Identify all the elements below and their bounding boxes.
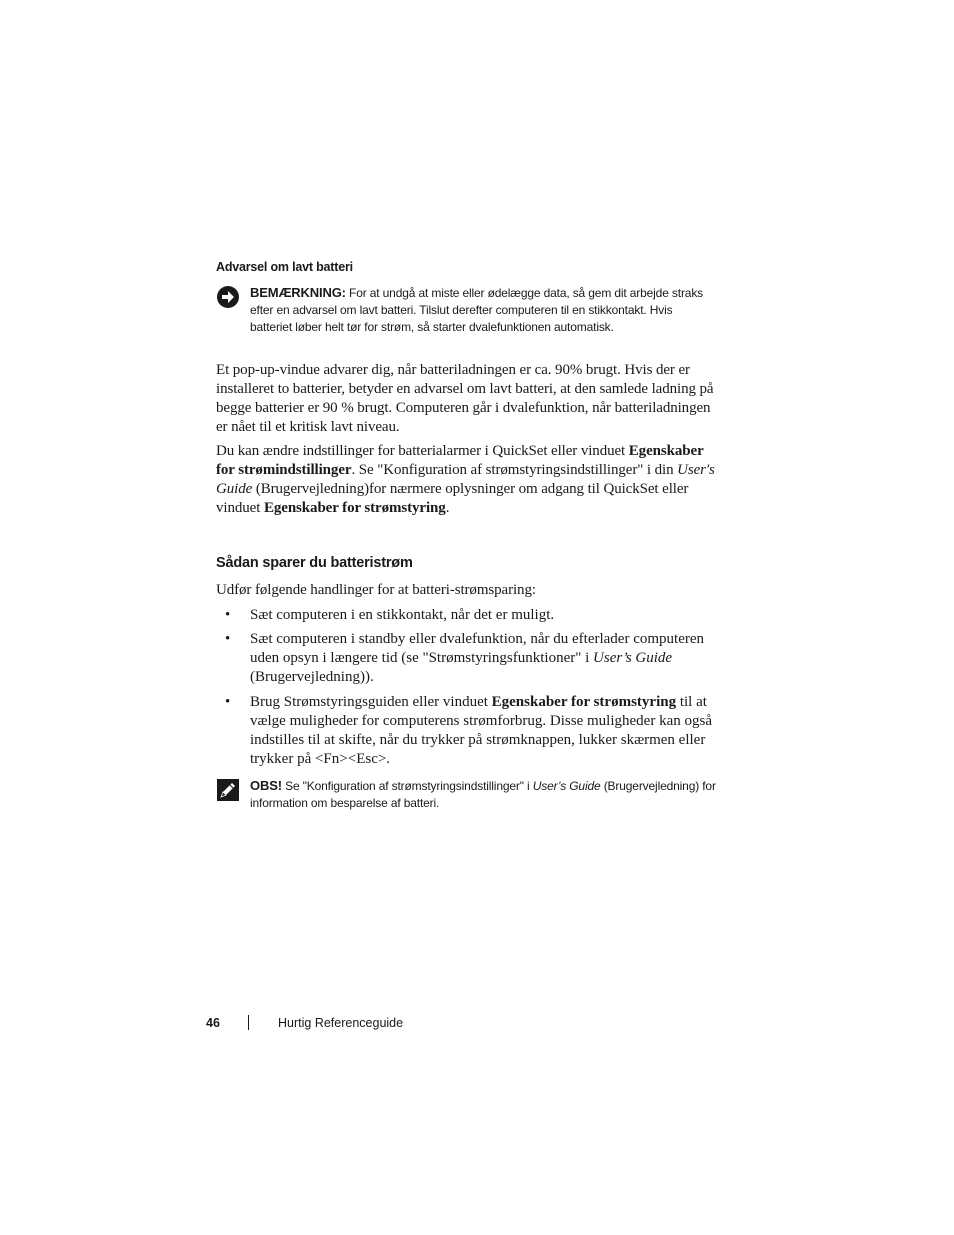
- section-heading: Advarsel om lavt batteri: [216, 260, 353, 274]
- list-item: • Sæt computeren i standby eller dvalefunktion, når du efterlader computeren uden opsyn i længere tid (se "Strømstyringsfunktioner" i User’s Guide (Brugervejledning)).: [225, 631, 705, 685]
- bullet-icon: •: [225, 694, 231, 710]
- paragraph-2: Du kan ændre indstillinger for batterialarmer i QuickSet eller vinduet Egenskaber for strømindstillinger. Se "Konfiguration af strømstyringsindstillinger" i din User's Guide (Brugervejledning)for nærmere oplysninger om adgang til QuickSet eller vinduet Egenskaber for strømstyring.: [216, 443, 715, 516]
- footer-divider: [248, 1015, 249, 1030]
- warning-text: For at undgå at miste eller ødelægge data, så gem dit arbejde straks efter en advarsel om lavt batteri. Tilslut derefter computeren til en stikkontakt. Hvis batteriet løber helt tør for strøm, så starter dvalefunktionen automatisk.: [250, 286, 704, 334]
- warning-notice: [216, 284, 716, 336]
- warning-label: BEMÆRKNING:: [250, 285, 346, 300]
- footer-title: Hurtig Referenceguide: [278, 1016, 404, 1030]
- note-notice: OBS! Se "Konfiguration af strømstyringsindstillinger" i User’s Guide (Brugervejledning) for information om besparelse af batteri.: [216, 777, 716, 812]
- link-power-options: Egenskaber for strømindstillinger: [216, 443, 704, 478]
- bullet-icon: •: [225, 631, 231, 647]
- paragraph-1: Et pop-up-vindue advarer dig, når batteriladningen er ca. 90% brugt. Hvis der er installeret to batterier, betyder en advarsel om lavt batteri, at den samlede ladning på begge batterier er 90 % brugt. Computeren går i dvalefunktion, når batteriladningen er nået til et kritisk lavt niveau.: [216, 362, 714, 435]
- intro-text: Udfør følgende handlinger for at batteri-strømsparing:: [216, 582, 536, 598]
- bullet-icon: •: [225, 607, 231, 623]
- note-text: Se "Konfiguration af strømstyringsindstillinger" i: [281, 779, 533, 793]
- link-power-management: Egenskaber for strømstyring: [263, 500, 446, 516]
- pencil-note-icon: [216, 778, 240, 802]
- note-label: OBS!: [250, 778, 282, 793]
- page-number: 46: [206, 1016, 220, 1030]
- heading-save-battery: Sådan sparer du batteristrøm: [216, 555, 413, 571]
- list-item: • Brug Strømstyringsguiden eller vinduet Egenskaber for strømstyring til at vælge muligheder for computerens strømforbrug. Disse muligheder kan også indstilles til at skifte, når du trykker på strømknappen, lukker skærmen eller trykker på <Fn><Esc>.: [225, 694, 712, 767]
- list-item: • Sæt computeren i en stikkontakt, når det er muligt.: [225, 607, 555, 623]
- warning-arrow-icon: [216, 285, 240, 309]
